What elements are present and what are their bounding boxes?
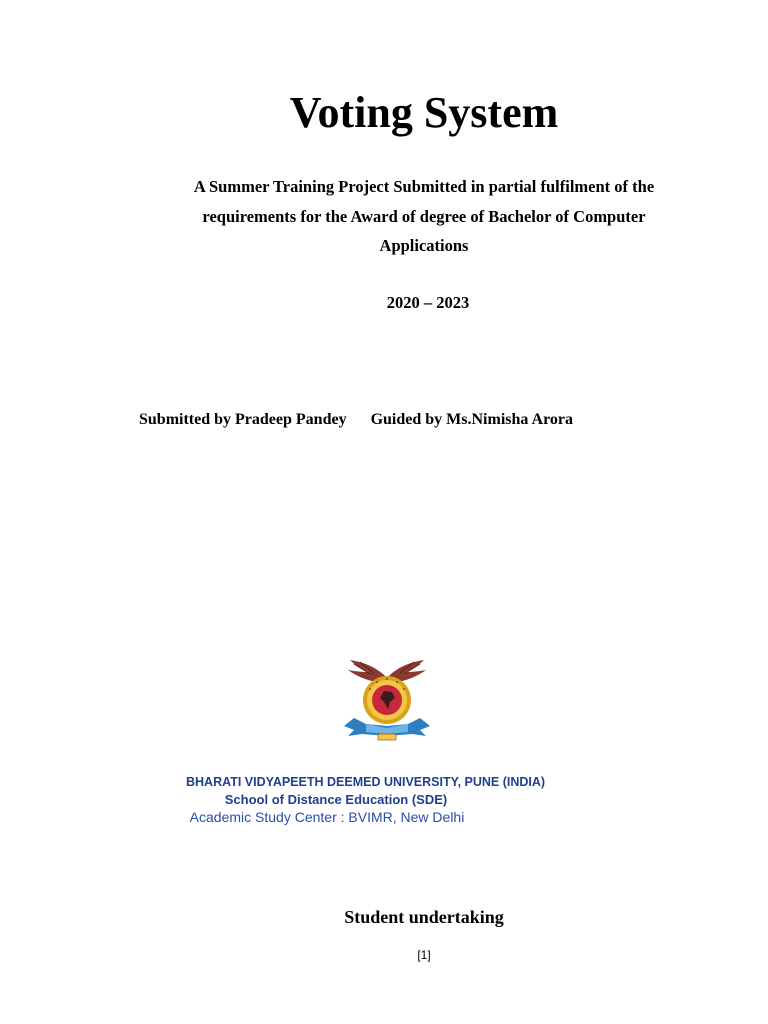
credits-line bbox=[139, 409, 573, 431]
university-emblem-icon bbox=[340, 656, 434, 744]
submitted-by: Submitted by Pradeep Pandey bbox=[139, 411, 347, 428]
document-title: Voting System bbox=[289, 88, 559, 137]
university-name: BHARATI VIDYAPEETH DEEMED UNIVERSITY, PUNE (INDIA) bbox=[186, 775, 546, 789]
description-line-2: requirements for the Award of degree of Bachelor of Computer bbox=[202, 206, 646, 226]
section-heading: Student undertaking bbox=[344, 907, 504, 927]
school-name: School of Distance Education (SDE) bbox=[224, 792, 448, 807]
study-center: Academic Study Center : BVIMR, New Delhi bbox=[189, 809, 465, 825]
university-block bbox=[186, 774, 566, 826]
description-line-1: A Summer Training Project Submitted in partial fulfilment of the bbox=[193, 177, 655, 196]
project-description bbox=[40, 172, 768, 261]
description-line-3: Applications bbox=[379, 236, 469, 255]
academic-years: 2020 – 2023 bbox=[386, 293, 470, 312]
guided-by: Guided by Ms.Nimisha Arora bbox=[370, 411, 573, 428]
page-number: [1] bbox=[417, 948, 431, 962]
